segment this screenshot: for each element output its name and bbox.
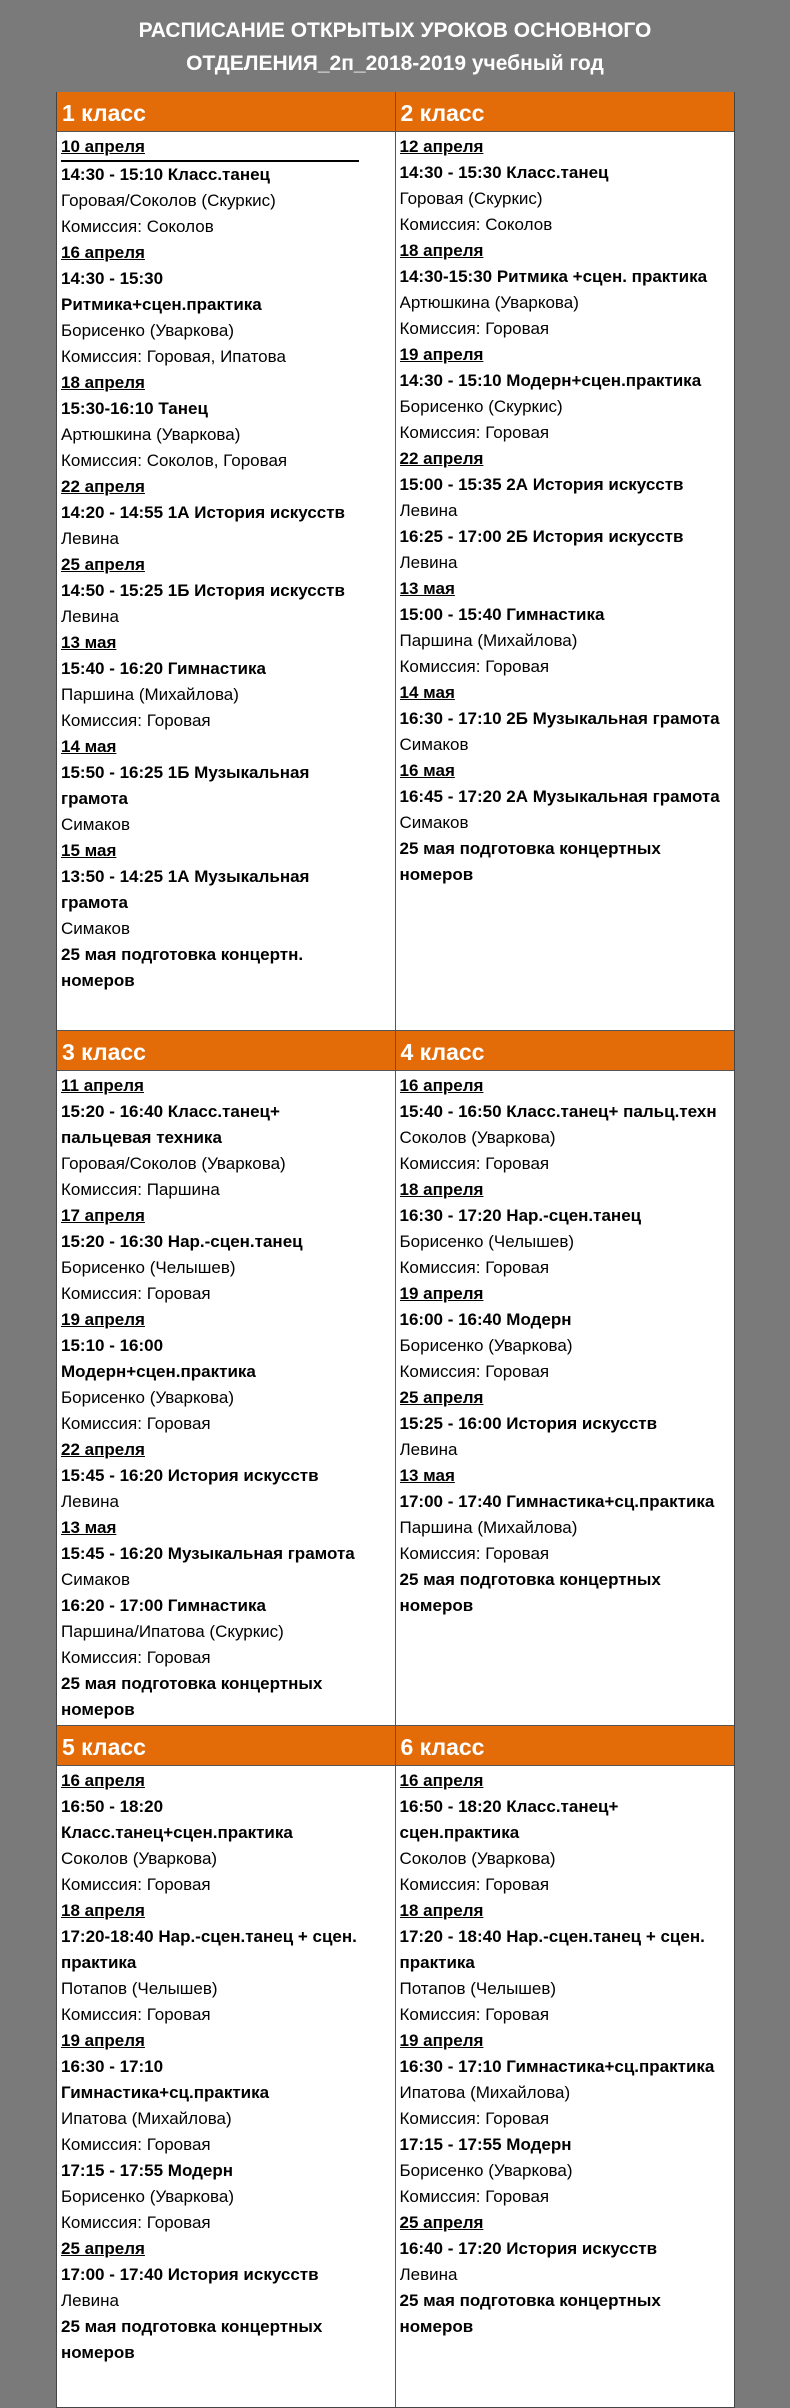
lesson-list — [396, 132, 735, 888]
lesson-time-subject: 15:40 - 16:50 Класс.танец+ пальц.техн — [399, 1102, 717, 1121]
lesson-detail: Комиссия: Горовая, Ипатова — [61, 347, 286, 366]
lesson-time-subject: 13:50 - 14:25 1А Музыкальная — [61, 867, 310, 886]
lesson-detail: Борисенко (Уваркова) — [399, 2161, 573, 2180]
lesson-detail: Комиссия: Горовая — [61, 1414, 211, 1433]
lesson-time-subject: 25 мая подготовка концертн. — [61, 945, 304, 964]
lesson-list — [396, 1071, 735, 1619]
lesson-date: 16 апреля — [399, 1771, 484, 1790]
lesson-detail: Комиссия: Соколов — [399, 215, 553, 234]
class-header: 1 класс — [57, 92, 395, 132]
lesson-date: 25 апреля — [399, 2213, 484, 2232]
lesson-time-subject: 25 мая подготовка концертных — [399, 1570, 661, 1589]
lesson-detail: Комиссия: Горовая — [399, 657, 550, 676]
lesson-time-subject: 16:30 - 17:10 — [61, 2057, 164, 2076]
lesson-time-subject: 17:20 - 18:40 Нар.-сцен.танец + сцен. — [399, 1927, 705, 1946]
schedule-row — [57, 92, 734, 1030]
lesson-time-subject: Гимнастика+сц.практика — [61, 2083, 270, 2102]
lesson-detail: Комиссия: Горовая — [61, 1648, 211, 1667]
class-header: 2 класс — [396, 92, 735, 132]
lesson-time-subject: грамота — [61, 789, 129, 808]
lesson-time-subject: 25 мая подготовка концертных — [61, 2317, 323, 2336]
lesson-detail: Симаков — [61, 815, 131, 834]
lesson-time-subject: 25 мая подготовка концертных — [399, 2291, 661, 2310]
lesson-detail: Комиссия: Горовая — [61, 2005, 211, 2024]
lesson-time-subject: 16:50 - 18:20 Класс.танец+ — [399, 1797, 619, 1816]
lesson-time-subject: 15:45 - 16:20 Музыкальная грамота — [61, 1544, 355, 1563]
lesson-detail: Комиссия: Горовая — [399, 1875, 550, 1894]
lesson-time-subject: 14:50 - 15:25 1Б История искусств — [61, 581, 345, 600]
schedule-row — [57, 1725, 734, 2407]
lesson-date: 10 апреля — [61, 134, 359, 162]
lesson-time-subject: 15:20 - 16:30 Нар.-сцен.танец — [61, 1232, 303, 1251]
lesson-detail: Борисенко (Челышев) — [61, 1258, 236, 1277]
lesson-date: 14 мая — [399, 683, 455, 702]
lesson-date: 18 апреля — [61, 373, 145, 392]
lesson-detail: Левина — [61, 529, 119, 548]
lesson-detail: Комиссия: Соколов, Горовая — [61, 451, 288, 470]
lesson-time-subject: 14:30-15:30 Ритмика +сцен. практика — [399, 267, 708, 286]
lesson-time-subject: 17:20-18:40 Нар.-сцен.танец + сцен. — [61, 1927, 357, 1946]
lesson-time-subject: номеров — [61, 971, 135, 990]
lesson-date: 15 мая — [61, 841, 117, 860]
lesson-time-subject: номеров — [61, 1700, 135, 1719]
lesson-detail: Комиссия: Горовая — [399, 2109, 550, 2128]
lesson-time-subject: сцен.практика — [399, 1823, 520, 1842]
lesson-detail: Горовая/Соколов (Скуркис) — [61, 191, 276, 210]
lesson-time-subject: 15:00 - 15:35 2А История искусств — [399, 475, 684, 494]
lesson-time-subject: 16:30 - 17:10 Гимнастика+сц.практика — [399, 2057, 715, 2076]
lesson-detail: Соколов (Уваркова) — [61, 1849, 218, 1868]
lesson-time-subject: 17:00 - 17:40 История искусств — [61, 2265, 319, 2284]
lesson-time-subject: 15:50 - 16:25 1Б Музыкальная — [61, 763, 310, 782]
page-title — [0, 14, 790, 80]
lesson-time-subject: 16:40 - 17:20 История искусств — [399, 2239, 658, 2258]
lesson-date: 25 апреля — [399, 1388, 484, 1407]
lesson-detail: Левина — [399, 2265, 458, 2284]
lesson-date: 22 апреля — [61, 477, 145, 496]
lesson-detail: Борисенко (Уваркова) — [61, 2187, 235, 2206]
class-cell — [396, 1726, 735, 2407]
lesson-detail: Артюшкина (Уваркова) — [61, 425, 241, 444]
lesson-detail: Потапов (Челышев) — [61, 1979, 218, 1998]
lesson-detail: Комиссия: Горовая — [399, 1154, 550, 1173]
lesson-date: 19 апреля — [399, 2031, 484, 2050]
lesson-date: 13 мая — [399, 579, 455, 598]
lesson-detail: Симаков — [61, 1570, 131, 1589]
lesson-time-subject: 16:25 - 17:00 2Б История искусств — [399, 527, 684, 546]
lesson-list — [57, 1071, 395, 1723]
lesson-date: 12 апреля — [399, 137, 484, 156]
lesson-detail: Комиссия: Горовая — [399, 2005, 550, 2024]
lesson-detail: Комиссия: Горовая — [399, 319, 550, 338]
lesson-time-subject: номеров — [61, 2343, 135, 2362]
lesson-detail: Симаков — [399, 813, 469, 832]
lesson-date: 22 апреля — [399, 449, 484, 468]
lesson-detail: Ипатова (Михайлова) — [399, 2083, 571, 2102]
lesson-time-subject: 14:30 - 15:10 Модерн+сцен.практика — [399, 371, 702, 390]
lesson-time-subject: номеров — [399, 2317, 474, 2336]
lesson-date: 14 мая — [61, 737, 117, 756]
lesson-detail: Комиссия: Горовая — [61, 1875, 211, 1894]
lesson-detail: Комиссия: Горовая — [61, 2213, 211, 2232]
lesson-detail: Ипатова (Михайлова) — [61, 2109, 232, 2128]
lesson-time-subject: 15:30-16:10 Танец — [61, 399, 208, 418]
lesson-detail: Борисенко (Уваркова) — [61, 321, 235, 340]
lesson-time-subject: Ритмика+сцен.практика — [61, 295, 262, 314]
lesson-date: 18 апреля — [399, 1901, 484, 1920]
lesson-detail: Симаков — [399, 735, 469, 754]
class-header: 5 класс — [57, 1726, 395, 1766]
lesson-detail: Комиссия: Горовая — [399, 2187, 550, 2206]
schedule-table — [56, 92, 735, 2408]
lesson-date: 18 апреля — [61, 1901, 145, 1920]
lesson-date: 19 апреля — [399, 345, 484, 364]
lesson-time-subject: грамота — [61, 893, 129, 912]
lesson-detail: Левина — [399, 501, 458, 520]
lesson-time-subject: 17:15 - 17:55 Модерн — [399, 2135, 572, 2154]
lesson-time-subject: 15:25 - 16:00 История искусств — [399, 1414, 658, 1433]
lesson-time-subject: 16:20 - 17:00 Гимнастика — [61, 1596, 266, 1615]
lesson-detail: Паршина (Михайлова) — [61, 685, 239, 704]
lesson-detail: Комиссия: Горовая — [399, 1544, 550, 1563]
lesson-time-subject: 16:00 - 16:40 Модерн — [399, 1310, 572, 1329]
lesson-date: 16 мая — [399, 761, 455, 780]
lesson-date: 19 апреля — [61, 1310, 145, 1329]
lesson-detail: Левина — [61, 2291, 119, 2310]
class-cell — [57, 1031, 396, 1725]
lesson-detail: Соколов (Уваркова) — [399, 1849, 556, 1868]
lesson-date: 22 апреля — [61, 1440, 145, 1459]
class-cell — [396, 92, 735, 1030]
lesson-date: 13 мая — [61, 1518, 117, 1537]
class-cell — [396, 1031, 735, 1725]
lesson-time-subject: 15:00 - 15:40 Гимнастика — [399, 605, 605, 624]
lesson-detail: Комиссия: Горовая — [61, 1284, 211, 1303]
lesson-detail: Левина — [399, 1440, 458, 1459]
lesson-time-subject: 15:40 - 16:20 Гимнастика — [61, 659, 266, 678]
lesson-detail: Паршина/Ипатова (Скуркис) — [61, 1622, 284, 1641]
lesson-date: 11 апреля — [61, 1076, 144, 1095]
lesson-detail: Комиссия: Горовая — [399, 1258, 550, 1277]
lesson-detail: Борисенко (Скуркис) — [399, 397, 563, 416]
lesson-detail: Комиссия: Паршина — [61, 1180, 220, 1199]
lesson-time-subject: 16:30 - 17:20 Нар.-сцен.танец — [399, 1206, 642, 1225]
lesson-time-subject: 25 мая подготовка концертных — [61, 1674, 323, 1693]
lesson-time-subject: Модерн+сцен.практика — [61, 1362, 256, 1381]
lesson-time-subject: 14:20 - 14:55 1А История искусств — [61, 503, 346, 522]
lesson-detail: Артюшкина (Уваркова) — [399, 293, 579, 312]
lesson-date: 18 апреля — [399, 241, 484, 260]
lesson-time-subject: 25 мая подготовка концертных — [399, 839, 661, 858]
lesson-time-subject: номеров — [399, 1596, 474, 1615]
lesson-date: 25 апреля — [61, 2239, 145, 2258]
lesson-time-subject: пальцевая техника — [61, 1128, 222, 1147]
lesson-time-subject: практика — [61, 1953, 137, 1972]
lesson-detail: Горовая (Скуркис) — [399, 189, 543, 208]
lesson-detail: Паршина (Михайлова) — [399, 631, 578, 650]
lesson-date: 16 апреля — [61, 1771, 145, 1790]
lesson-list — [57, 1766, 395, 2366]
class-cell — [57, 1726, 396, 2407]
lesson-time-subject: практика — [399, 1953, 475, 1972]
lesson-time-subject: 15:45 - 16:20 История искусств — [61, 1466, 319, 1485]
lesson-date: 19 апреля — [61, 2031, 145, 2050]
lesson-time-subject: 15:20 - 16:40 Класс.танец+ — [61, 1102, 280, 1121]
lesson-detail: Потапов (Челышев) — [399, 1979, 557, 1998]
lesson-detail: Левина — [61, 1492, 119, 1511]
page-title-line-1: РАСПИСАНИЕ ОТКРЫТЫХ УРОКОВ ОСНОВНОГО — [138, 19, 652, 42]
lesson-list — [396, 1766, 735, 2340]
lesson-detail: Комиссия: Горовая — [399, 423, 550, 442]
lesson-detail: Левина — [399, 553, 458, 572]
lesson-detail: Борисенко (Челышев) — [399, 1232, 575, 1251]
lesson-detail: Паршина (Михайлова) — [399, 1518, 578, 1537]
lesson-detail: Соколов (Уваркова) — [399, 1128, 556, 1147]
class-header: 6 класс — [396, 1726, 735, 1766]
lesson-time-subject: 15:10 - 16:00 — [61, 1336, 164, 1355]
lesson-detail: Горовая/Соколов (Уваркова) — [61, 1154, 286, 1173]
lesson-detail: Борисенко (Уваркова) — [61, 1388, 235, 1407]
lesson-detail: Симаков — [61, 919, 131, 938]
lesson-time-subject: 14:30 - 15:30 — [61, 269, 164, 288]
lesson-time-subject: 16:45 - 17:20 2А Музыкальная грамота — [399, 787, 720, 806]
lesson-detail: Комиссия: Горовая — [399, 1362, 550, 1381]
lesson-detail: Комиссия: Горовая — [61, 2135, 211, 2154]
lesson-time-subject: 14:30 - 15:10 Класс.танец — [61, 165, 271, 184]
class-header: 4 класс — [396, 1031, 735, 1071]
class-cell — [57, 92, 396, 1030]
lesson-detail: Борисенко (Уваркова) — [399, 1336, 573, 1355]
lesson-date: 19 апреля — [399, 1284, 484, 1303]
lesson-time-subject: 14:30 - 15:30 Класс.танец — [399, 163, 609, 182]
lesson-date: 16 апреля — [399, 1076, 484, 1095]
lesson-date: 25 апреля — [61, 555, 145, 574]
lesson-time-subject: 17:00 - 17:40 Гимнастика+сц.практика — [399, 1492, 715, 1511]
lesson-detail: Комиссия: Горовая — [61, 711, 211, 730]
lesson-date: 16 апреля — [61, 243, 145, 262]
lesson-time-subject: 16:50 - 18:20 — [61, 1797, 164, 1816]
schedule-row — [57, 1030, 734, 1725]
lesson-date: 18 апреля — [399, 1180, 484, 1199]
lesson-detail: Левина — [61, 607, 119, 626]
lesson-time-subject: 16:30 - 17:10 2Б Музыкальная грамота — [399, 709, 720, 728]
lesson-time-subject: Класс.танец+сцен.практика — [61, 1823, 293, 1842]
lesson-time-subject: номеров — [399, 865, 474, 884]
lesson-list — [57, 132, 395, 994]
lesson-time-subject: 17:15 - 17:55 Модерн — [61, 2161, 234, 2180]
lesson-detail: Комиссия: Соколов — [61, 217, 214, 236]
class-header: 3 класс — [57, 1031, 395, 1071]
lesson-date: 13 мая — [399, 1466, 455, 1485]
page-title-line-2: ОТДЕЛЕНИЯ_2п_2018-2019 учебный год — [186, 52, 604, 75]
lesson-date: 17 апреля — [61, 1206, 145, 1225]
lesson-date: 13 мая — [61, 633, 117, 652]
